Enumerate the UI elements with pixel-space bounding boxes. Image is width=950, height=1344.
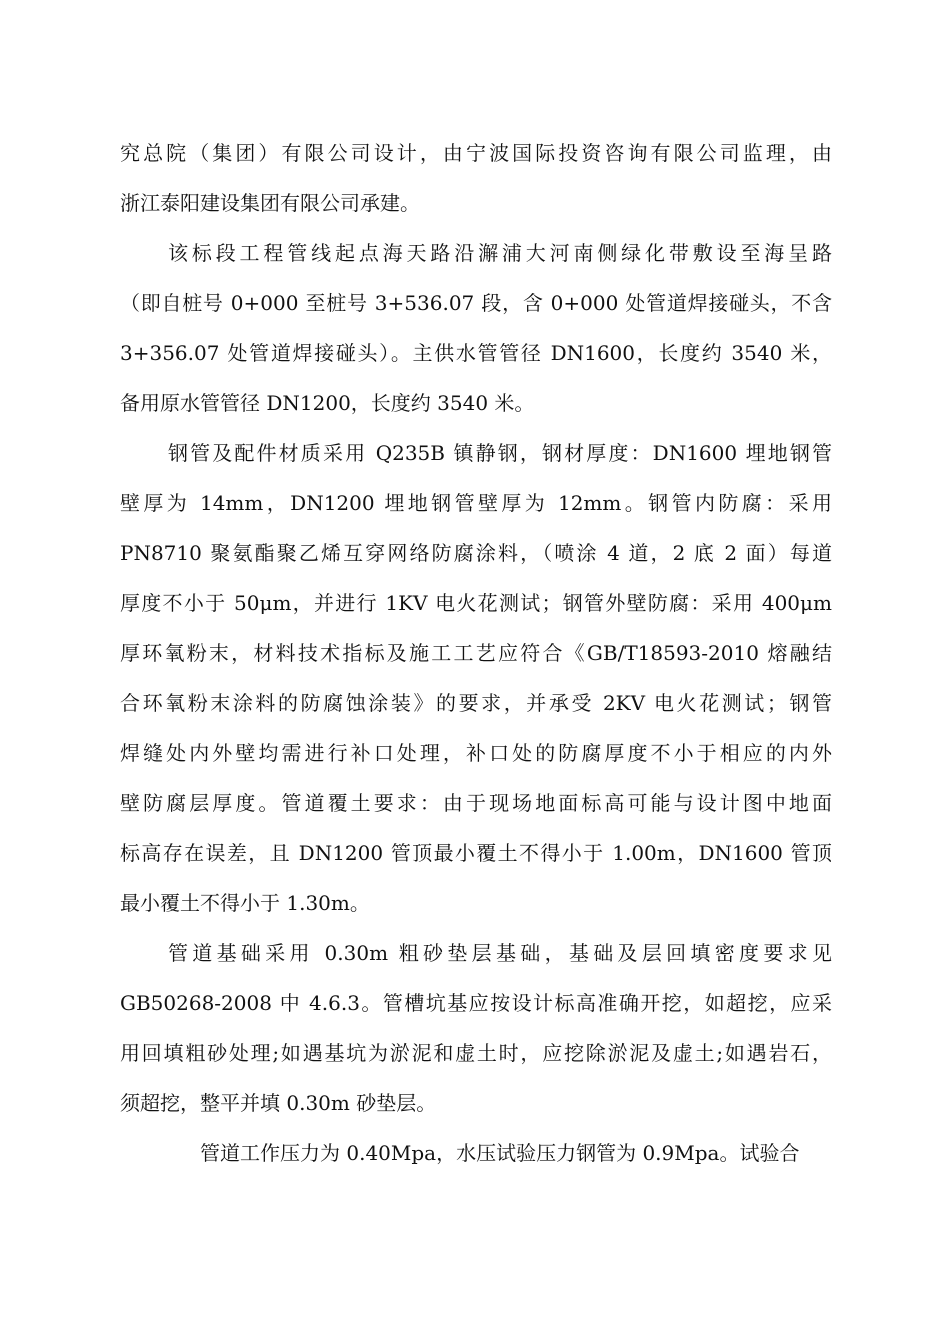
- text-line: GB50268-2008 中 4.6.3。管槽坑基应按设计标高准确开挖，如超挖，应采: [120, 991, 832, 1015]
- text-line: 焊缝处内外壁均需进行补口处理，补口处的防腐厚度不小于相应的内外: [120, 741, 832, 765]
- text-line: 厚度不小于 50μm，并进行 1KV 电火花测试；钢管外壁防腐：采用 400μm: [120, 591, 832, 615]
- paragraph-pipeline-route: [120, 228, 832, 428]
- text-line: 管道基础采用 0.30m 粗砂垫层基础，基础及层回填密度要求见: [168, 941, 832, 965]
- text-line: 壁防腐层厚度。管道覆土要求：由于现场地面标高可能与设计图中地面: [120, 791, 832, 815]
- text-line: 最小覆土不得小于 1.30m。: [120, 891, 370, 915]
- text-line: 3+356.07 处管道焊接碰头）。主供水管管径 DN1600，长度约 3540 米，: [120, 341, 832, 365]
- text-line: 管道工作压力为 0.40Mpa，水压试验压力钢管为 0.9Mpa。试验合: [200, 1141, 800, 1165]
- text-line: 厚环氧粉末，材料技术指标及施工工艺应符合《GB/T18593-2010 熔融结: [120, 641, 832, 665]
- text-line: 标高存在误差，且 DN1200 管顶最小覆土不得小于 1.00m，DN1600 管顶: [120, 841, 832, 865]
- text-line: （即自桩号 0+000 至桩号 3+536.07 段，含 0+000 处管道焊接碰头，不含: [120, 291, 832, 315]
- text-line: 该标段工程管线起点海天路沿澥浦大河南侧绿化带敷设至海呈路: [168, 241, 832, 265]
- text-line: 浙江泰阳建设集团有限公司承建。: [120, 191, 420, 215]
- paragraph-steel-pipe-material: [120, 428, 832, 928]
- text-line: 备用原水管管径 DN1200，长度约 3540 米。: [120, 391, 535, 415]
- paragraph-pipe-foundation: [120, 928, 832, 1128]
- text-line: 合环氧粉末涂料的防腐蚀涂装》的要求，并承受 2KV 电火花测试；钢管: [120, 691, 832, 715]
- text-line: 须超挖，整平并填 0.30m 砂垫层。: [120, 1091, 437, 1115]
- text-line: 钢管及配件材质采用 Q235B 镇静钢，钢材厚度：DN1600 埋地钢管: [168, 441, 832, 465]
- document-body: [120, 128, 832, 1178]
- paragraph-design-supervision: [120, 128, 832, 228]
- text-line: 用回填粗砂处理;如遇基坑为淤泥和虚土时，应挖除淤泥及虚土;如遇岩石，: [120, 1041, 832, 1065]
- text-line: 壁厚为 14mm，DN1200 埋地钢管壁厚为 12mm。钢管内防腐：采用: [120, 491, 832, 515]
- text-line: PN8710 聚氨酯聚乙烯互穿网络防腐涂料，（喷涂 4 道，2 底 2 面）每道: [120, 541, 832, 565]
- paragraph-pressure-test: [120, 1128, 832, 1178]
- text-line: 究总院（集团）有限公司设计，由宁波国际投资咨询有限公司监理，由: [120, 141, 832, 165]
